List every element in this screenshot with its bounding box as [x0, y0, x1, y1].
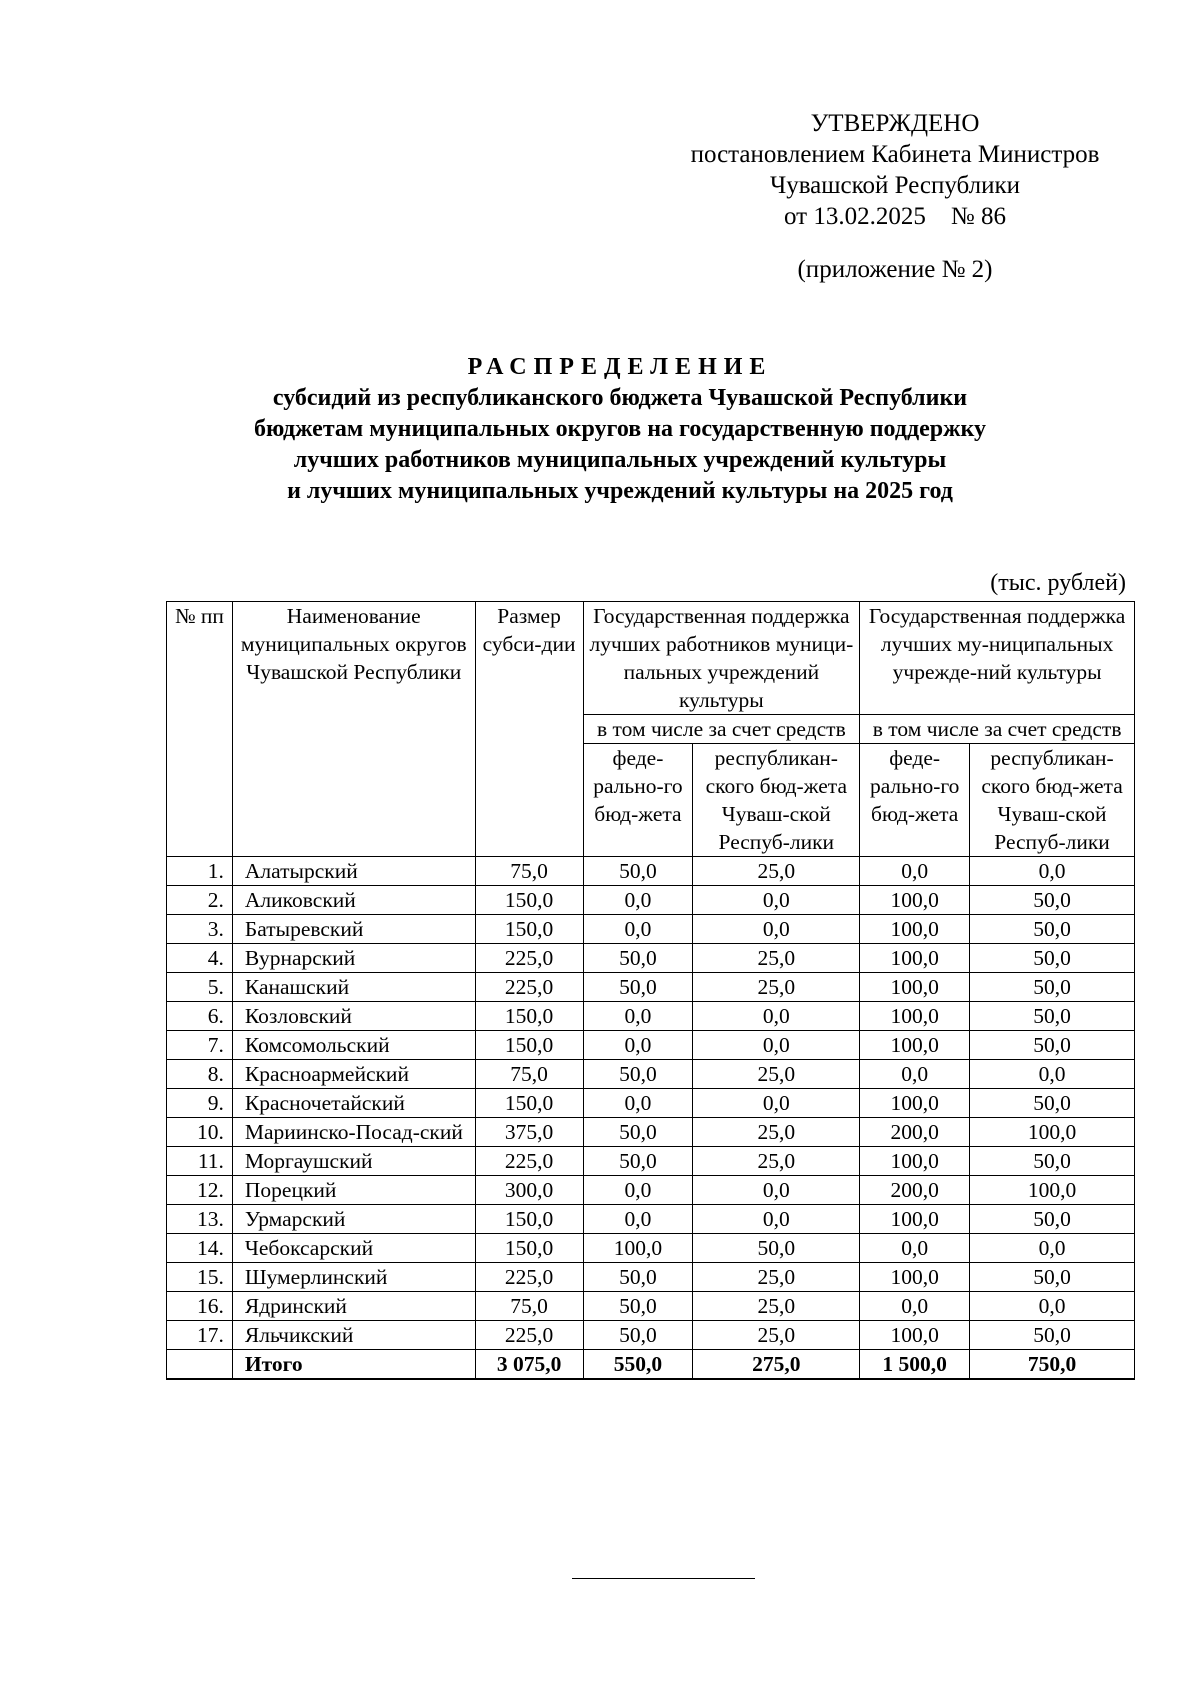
federal-workers-value: 50,0 [583, 973, 693, 1002]
row-number: 8. [167, 1060, 233, 1089]
header-including-workers: в том числе за счет средств [583, 715, 860, 744]
district-name: Красноармейский [232, 1060, 475, 1089]
approval-decree: постановлением Кабинета Министров [690, 141, 1100, 168]
republic-workers-value: 0,0 [693, 1031, 860, 1060]
subsidy-size: 75,0 [475, 1292, 583, 1321]
district-name: Красночетайский [232, 1089, 475, 1118]
district-name: Козловский [232, 1002, 475, 1031]
header-num: № пп [167, 602, 233, 857]
total-row [167, 1350, 1135, 1380]
district-name: Чебоксарский [232, 1234, 475, 1263]
document-title [150, 352, 1090, 507]
units-label: (тыс. рублей) [990, 570, 1126, 596]
republic-institutions-value: 100,0 [970, 1118, 1135, 1147]
distribution-table [166, 601, 1135, 1380]
subsidy-size: 225,0 [475, 1147, 583, 1176]
row-number: 4. [167, 944, 233, 973]
district-name: Порецкий [232, 1176, 475, 1205]
total-subsidy-size: 3 075,0 [475, 1350, 583, 1380]
district-name: Алатырский [232, 857, 475, 886]
federal-workers-value: 0,0 [583, 915, 693, 944]
republic-workers-value: 50,0 [693, 1234, 860, 1263]
table-row [167, 1060, 1135, 1089]
republic-workers-value: 25,0 [693, 1292, 860, 1321]
republic-workers-value: 0,0 [693, 1089, 860, 1118]
header-republic-workers: республикан-ского бюд-жета Чуваш-ской Респуб-лики [693, 744, 860, 857]
row-number: 11. [167, 1147, 233, 1176]
federal-institutions-value: 0,0 [860, 857, 970, 886]
subsidy-size: 150,0 [475, 1031, 583, 1060]
table-row [167, 1118, 1135, 1147]
republic-institutions-value: 50,0 [970, 1031, 1135, 1060]
federal-workers-value: 50,0 [583, 1292, 693, 1321]
federal-institutions-value: 200,0 [860, 1118, 970, 1147]
republic-institutions-value: 0,0 [970, 1234, 1135, 1263]
republic-institutions-value: 50,0 [970, 1205, 1135, 1234]
row-number: 10. [167, 1118, 233, 1147]
federal-workers-value: 0,0 [583, 1089, 693, 1118]
row-number: 14. [167, 1234, 233, 1263]
federal-workers-value: 50,0 [583, 1321, 693, 1350]
header-including-institutions: в том числе за счет средств [860, 715, 1135, 744]
federal-institutions-value: 0,0 [860, 1060, 970, 1089]
subsidy-size: 225,0 [475, 973, 583, 1002]
subsidy-size: 75,0 [475, 1060, 583, 1089]
header-republic-institutions: республикан-ского бюд-жета Чуваш-ской Респуб-лики [970, 744, 1135, 857]
row-number: 16. [167, 1292, 233, 1321]
republic-institutions-value: 50,0 [970, 1263, 1135, 1292]
row-number: 6. [167, 1002, 233, 1031]
header-federal-institutions: феде-рально-го бюд-жета [860, 744, 970, 857]
republic-institutions-value: 50,0 [970, 915, 1135, 944]
row-number: 15. [167, 1263, 233, 1292]
federal-workers-value: 0,0 [583, 1205, 693, 1234]
row-number: 1. [167, 857, 233, 886]
row-number: 2. [167, 886, 233, 915]
subsidy-size: 150,0 [475, 1002, 583, 1031]
table-row [167, 1002, 1135, 1031]
table-row [167, 1205, 1135, 1234]
table-row [167, 1292, 1135, 1321]
appendix-label: (приложение № 2) [797, 256, 993, 283]
approval-heading: УТВЕРЖДЕНО [810, 110, 980, 137]
federal-institutions-value: 100,0 [860, 1263, 970, 1292]
header-workers-support: Государственная поддержка лучших работников муници-пальных учреждений культуры [583, 602, 860, 715]
republic-workers-value: 0,0 [693, 886, 860, 915]
table-row [167, 1176, 1135, 1205]
federal-workers-value: 50,0 [583, 1147, 693, 1176]
federal-institutions-value: 100,0 [860, 915, 970, 944]
title-heading: РАСПРЕДЕЛЕНИЕ [467, 354, 773, 380]
subsidy-size: 300,0 [475, 1176, 583, 1205]
district-name: Шумерлинский [232, 1263, 475, 1292]
federal-workers-value: 0,0 [583, 886, 693, 915]
district-name: Мариинско-Посад-ский [232, 1118, 475, 1147]
row-number: 13. [167, 1205, 233, 1234]
table-row [167, 1147, 1135, 1176]
republic-workers-value: 0,0 [693, 1176, 860, 1205]
republic-workers-value: 25,0 [693, 944, 860, 973]
total-label: Итого [232, 1350, 475, 1380]
republic-workers-value: 0,0 [693, 915, 860, 944]
republic-workers-value: 0,0 [693, 1205, 860, 1234]
total-federal-workers: 550,0 [583, 1350, 693, 1380]
table-row [167, 1089, 1135, 1118]
subsidy-size: 375,0 [475, 1118, 583, 1147]
federal-workers-value: 100,0 [583, 1234, 693, 1263]
federal-workers-value: 0,0 [583, 1002, 693, 1031]
total-republic-institutions: 750,0 [970, 1350, 1135, 1380]
republic-workers-value: 25,0 [693, 1118, 860, 1147]
title-line-4: и лучших муниципальных учреждений культуры на 2025 год [287, 478, 953, 504]
federal-workers-value: 50,0 [583, 944, 693, 973]
republic-workers-value: 25,0 [693, 973, 860, 1002]
federal-workers-value: 50,0 [583, 1118, 693, 1147]
table-body [167, 857, 1135, 1380]
table-row [167, 1321, 1135, 1350]
header-name: Наименование муниципальных округов Чувашской Республики [232, 602, 475, 857]
republic-institutions-value: 50,0 [970, 1321, 1135, 1350]
district-name: Моргаушский [232, 1147, 475, 1176]
district-name: Яльчикский [232, 1321, 475, 1350]
republic-workers-value: 25,0 [693, 1321, 860, 1350]
table-row [167, 857, 1135, 886]
approval-block [660, 108, 1130, 285]
footer-divider [572, 1578, 755, 1579]
title-line-1: субсидий из республиканского бюджета Чувашской Республики [272, 385, 968, 411]
republic-institutions-value: 0,0 [970, 857, 1135, 886]
approval-republic: Чувашской Республики [769, 172, 1021, 199]
title-line-2: бюджетам муниципальных округов на государственную поддержку [253, 416, 987, 442]
republic-institutions-value: 50,0 [970, 1147, 1135, 1176]
federal-workers-value: 50,0 [583, 1060, 693, 1089]
approval-date-number: от 13.02.2025 № 86 [784, 203, 1006, 230]
title-line-3: лучших работников муниципальных учреждений культуры [293, 447, 947, 473]
header-institutions-support: Государственная поддержка лучших му-ниципальных учрежде-ний культуры [860, 602, 1135, 715]
header-federal-workers: феде-рально-го бюд-жета [583, 744, 693, 857]
federal-institutions-value: 100,0 [860, 1002, 970, 1031]
total-republic-workers: 275,0 [693, 1350, 860, 1380]
federal-institutions-value: 100,0 [860, 1089, 970, 1118]
federal-institutions-value: 200,0 [860, 1176, 970, 1205]
subsidy-size: 150,0 [475, 915, 583, 944]
federal-institutions-value: 100,0 [860, 1031, 970, 1060]
republic-workers-value: 0,0 [693, 1002, 860, 1031]
total-empty-cell [167, 1350, 233, 1380]
table-row [167, 973, 1135, 1002]
republic-institutions-value: 0,0 [970, 1292, 1135, 1321]
republic-institutions-value: 100,0 [970, 1176, 1135, 1205]
table-row [167, 1263, 1135, 1292]
row-number: 17. [167, 1321, 233, 1350]
row-number: 12. [167, 1176, 233, 1205]
federal-institutions-value: 100,0 [860, 944, 970, 973]
federal-institutions-value: 100,0 [860, 886, 970, 915]
subsidy-size: 150,0 [475, 1234, 583, 1263]
republic-institutions-value: 50,0 [970, 886, 1135, 915]
row-number: 9. [167, 1089, 233, 1118]
republic-workers-value: 25,0 [693, 1147, 860, 1176]
table-row [167, 1031, 1135, 1060]
table-row [167, 915, 1135, 944]
federal-institutions-value: 0,0 [860, 1292, 970, 1321]
district-name: Аликовский [232, 886, 475, 915]
district-name: Урмарский [232, 1205, 475, 1234]
subsidy-size: 225,0 [475, 1263, 583, 1292]
republic-workers-value: 25,0 [693, 1060, 860, 1089]
table-row [167, 1234, 1135, 1263]
federal-institutions-value: 100,0 [860, 1147, 970, 1176]
federal-institutions-value: 0,0 [860, 1234, 970, 1263]
subsidy-size: 75,0 [475, 857, 583, 886]
row-number: 3. [167, 915, 233, 944]
header-size: Размер субси-дии [475, 602, 583, 857]
subsidy-size: 225,0 [475, 944, 583, 973]
table-row [167, 886, 1135, 915]
row-number: 5. [167, 973, 233, 1002]
district-name: Комсомольский [232, 1031, 475, 1060]
republic-institutions-value: 50,0 [970, 973, 1135, 1002]
federal-workers-value: 0,0 [583, 1031, 693, 1060]
federal-workers-value: 50,0 [583, 1263, 693, 1292]
district-name: Вурнарский [232, 944, 475, 973]
district-name: Батыревский [232, 915, 475, 944]
republic-workers-value: 25,0 [693, 857, 860, 886]
federal-institutions-value: 100,0 [860, 1205, 970, 1234]
republic-institutions-value: 50,0 [970, 1002, 1135, 1031]
federal-institutions-value: 100,0 [860, 1321, 970, 1350]
republic-institutions-value: 50,0 [970, 944, 1135, 973]
district-name: Ядринский [232, 1292, 475, 1321]
federal-workers-value: 50,0 [583, 857, 693, 886]
federal-institutions-value: 100,0 [860, 973, 970, 1002]
subsidy-size: 225,0 [475, 1321, 583, 1350]
republic-workers-value: 25,0 [693, 1263, 860, 1292]
total-federal-institutions: 1 500,0 [860, 1350, 970, 1380]
table-row [167, 944, 1135, 973]
subsidy-size: 150,0 [475, 1089, 583, 1118]
row-number: 7. [167, 1031, 233, 1060]
federal-workers-value: 0,0 [583, 1176, 693, 1205]
district-name: Канашский [232, 973, 475, 1002]
republic-institutions-value: 0,0 [970, 1060, 1135, 1089]
republic-institutions-value: 50,0 [970, 1089, 1135, 1118]
subsidy-size: 150,0 [475, 1205, 583, 1234]
subsidy-size: 150,0 [475, 886, 583, 915]
